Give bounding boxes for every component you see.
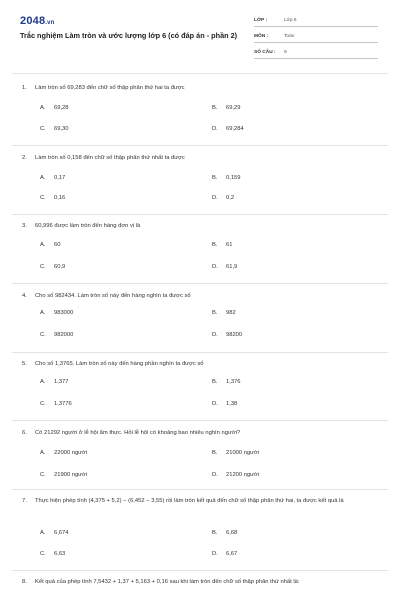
option-b[interactable]: B. 69,29 — [212, 105, 241, 111]
question-divider — [12, 352, 388, 353]
option-a[interactable]: A. 6,674 — [40, 530, 69, 536]
quiz-meta — [254, 15, 378, 63]
question-text: 7. Thực hiện phép tính (4,375 + 5,2) − (6,452 − 3,55) rồi làm tròn kết quả đến chữ số thập phân thứ hai, ta được kết quả là — [22, 498, 344, 504]
option-d[interactable]: D. 98200 — [212, 332, 243, 338]
option-b[interactable]: B. 0,159 — [212, 175, 241, 181]
option-d[interactable]: D. 21200 người — [212, 472, 260, 478]
question-text: 4. Cho số 982434. Làm tròn số này đến hàng nghìn ta được số — [22, 293, 191, 299]
question-text: 2. Làm tròn số 0,158 đến chữ số thập phân thứ nhất ta được — [22, 155, 185, 161]
question-divider — [12, 283, 388, 284]
question-text: 8. Kết quả của phép tính 7,5432 + 1,37 + 5,163 + 0,16 sau khi làm tròn đến chữ số thập phân thứ nhất là: — [22, 579, 300, 585]
option-a[interactable]: A. 69,28 — [40, 105, 69, 111]
option-d[interactable]: D. 1,38 — [212, 401, 238, 407]
logo-text: 2048 — [20, 15, 46, 27]
site-logo[interactable] — [20, 15, 55, 27]
option-a[interactable]: A. 0,17 — [40, 175, 66, 181]
page-title: Trắc nghiệm Làm tròn và ước lượng lớp 6 (có đáp án - phần 2) — [20, 31, 238, 40]
header-divider — [12, 73, 388, 74]
option-a[interactable]: A. 983000 — [40, 310, 74, 316]
option-b[interactable]: B. 61 — [212, 242, 233, 248]
option-c[interactable]: C. 60,9 — [40, 264, 66, 270]
option-b[interactable]: B. 21000 người — [212, 450, 260, 456]
option-c[interactable]: C. 982000 — [40, 332, 74, 338]
question-divider — [12, 489, 388, 490]
meta-class: LỚP : Lớp 6 — [254, 15, 378, 27]
meta-subject: MÔN : Toán — [254, 31, 378, 43]
question-text: 6. Có 21292 người ở lễ hội ẩm thực. Hỏi lễ hội có khoảng bao nhiêu nghìn người? — [22, 430, 241, 436]
option-a[interactable]: A. 60 — [40, 242, 61, 248]
option-b[interactable]: B. 982 — [212, 310, 236, 316]
option-c[interactable]: C. 0,16 — [40, 195, 66, 201]
option-a[interactable]: A. 1,377 — [40, 379, 69, 385]
question-text: 3. 60,996 được làm tròn đến hàng đơn vị là — [22, 223, 141, 229]
option-d[interactable]: D. 0,2 — [212, 195, 235, 201]
option-c[interactable]: C. 1,3776 — [40, 401, 72, 407]
option-c[interactable]: C. 21900 người — [40, 472, 88, 478]
question-text: 5. Cho số 1,3765. Làm tròn số này đến hàng phần nghìn ta được số — [22, 361, 204, 367]
option-d[interactable]: D. 6,67 — [212, 551, 238, 557]
option-d[interactable]: D. 69,284 — [212, 126, 244, 132]
question-divider — [12, 420, 388, 421]
option-c[interactable]: C. 6,63 — [40, 551, 66, 557]
option-a[interactable]: A. 22000 người — [40, 450, 88, 456]
option-b[interactable]: B. 6,68 — [212, 530, 238, 536]
question-text: 1. Làm tròn số 69,283 đến chữ số thập phân thứ hai ta được — [22, 85, 185, 91]
option-d[interactable]: D. 61,9 — [212, 264, 238, 270]
option-b[interactable]: B. 1,376 — [212, 379, 241, 385]
question-divider — [12, 570, 388, 571]
option-c[interactable]: C. 69,30 — [40, 126, 69, 132]
meta-count: SỐ CÂU : 9 — [254, 47, 378, 59]
question-divider — [12, 214, 388, 215]
logo-suffix: .vn — [45, 20, 55, 26]
question-divider — [12, 145, 388, 146]
page-header — [0, 0, 400, 76]
